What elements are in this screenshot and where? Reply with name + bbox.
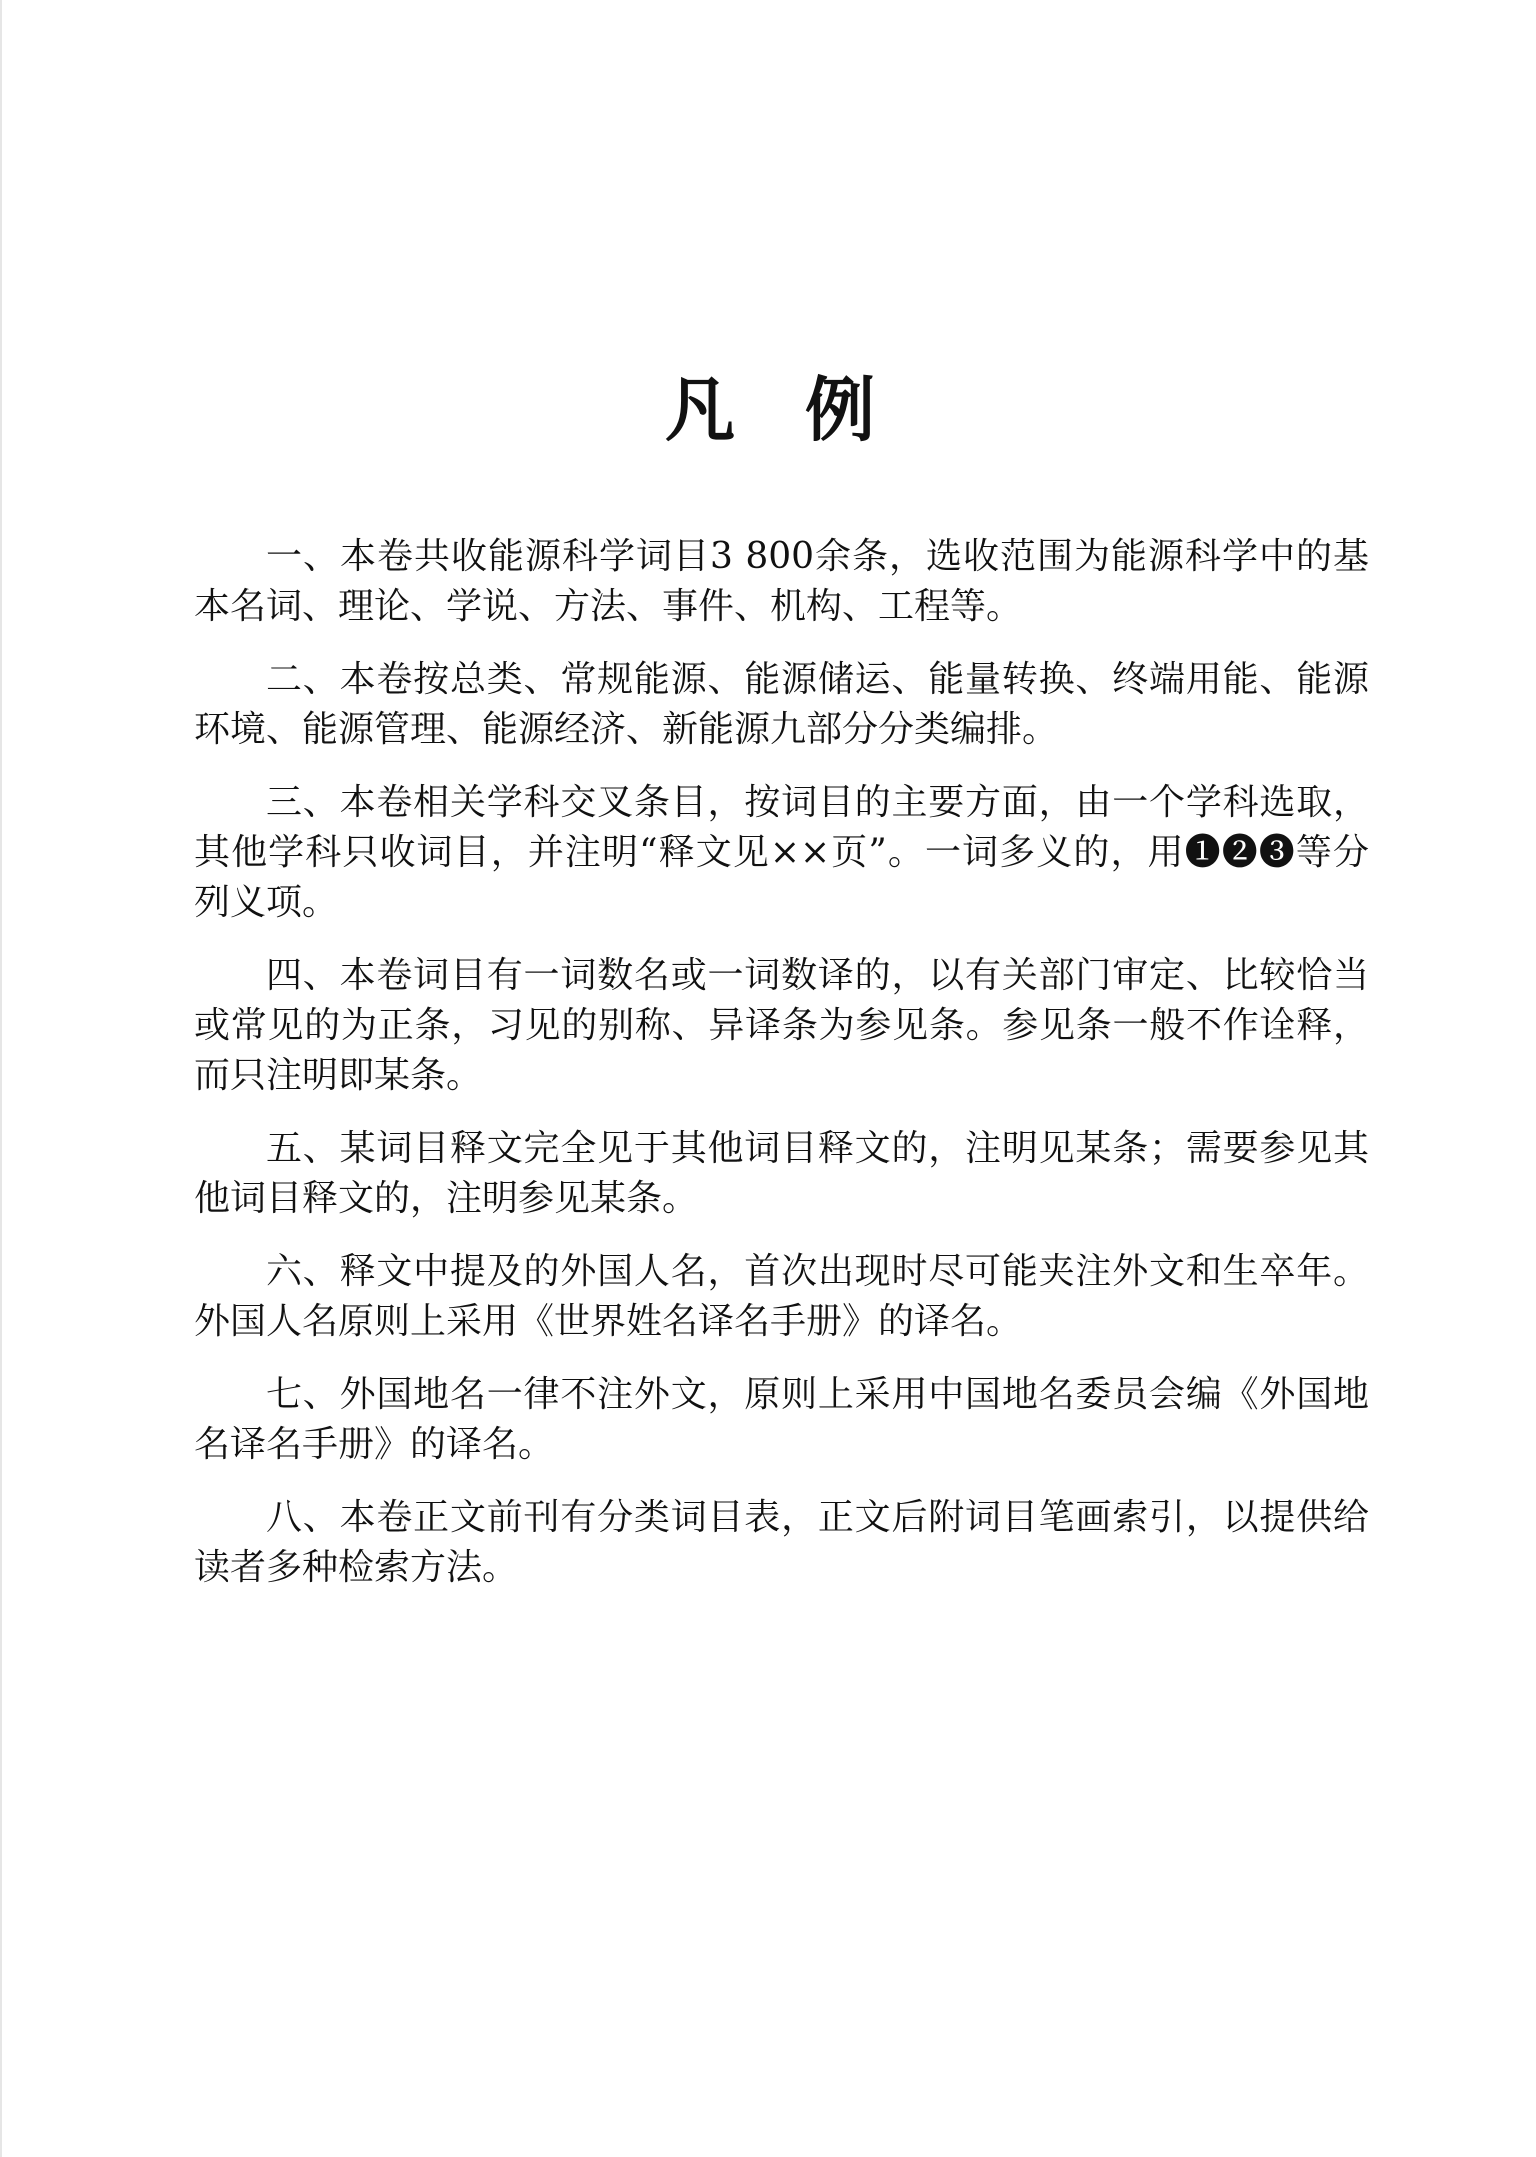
paragraph-7: 七、外国地名一律不注外文，原则上采用中国地名委员会编《外国地名译名手册》的译名。 (194, 1374, 1369, 1465)
paragraph-8: 八、本卷正文前刊有分类词目表，正文后附词目笔画索引，以提供给读者多种检索方法。 (194, 1497, 1369, 1588)
paragraph-2: 二、本卷按总类、常规能源、能源储运、能量转换、终端用能、能源环境、能源管理、能源经济、新能源九部分分类编排。 (194, 659, 1369, 750)
paragraph-1: 一、本卷共收能源科学词目3 800余条，选收范围为能源科学中的基本名词、理论、学说、方法、事件、机构、工程等。 (194, 536, 1369, 627)
paragraph-6: 六、释文中提及的外国人名，首次出现时尽可能夹注外文和生卒年。外国人名原则上采用《世界姓名译名手册》的译名。 (194, 1251, 1369, 1342)
page-title: 凡 例 (665, 368, 875, 451)
paragraph-4: 四、本卷词目有一词数名或一词数译的，以有关部门审定、比较恰当或常见的为正条，习见的别称、异译条为参见条。参见条一般不作诠释，而只注明即某条。 (194, 955, 1369, 1096)
document-body (194, 532, 1369, 1616)
paragraph-3: 三、本卷相关学科交叉条目，按词目的主要方面，由一个学科选取，其他学科只收词目，并注明“释文见××页”。一词多义的，用❶❷❸等分列义项。 (194, 782, 1369, 923)
paragraph-5: 五、某词目释文完全见于其他词目释文的，注明见某条；需要参见其他词目释文的，注明参见某条。 (194, 1128, 1369, 1219)
